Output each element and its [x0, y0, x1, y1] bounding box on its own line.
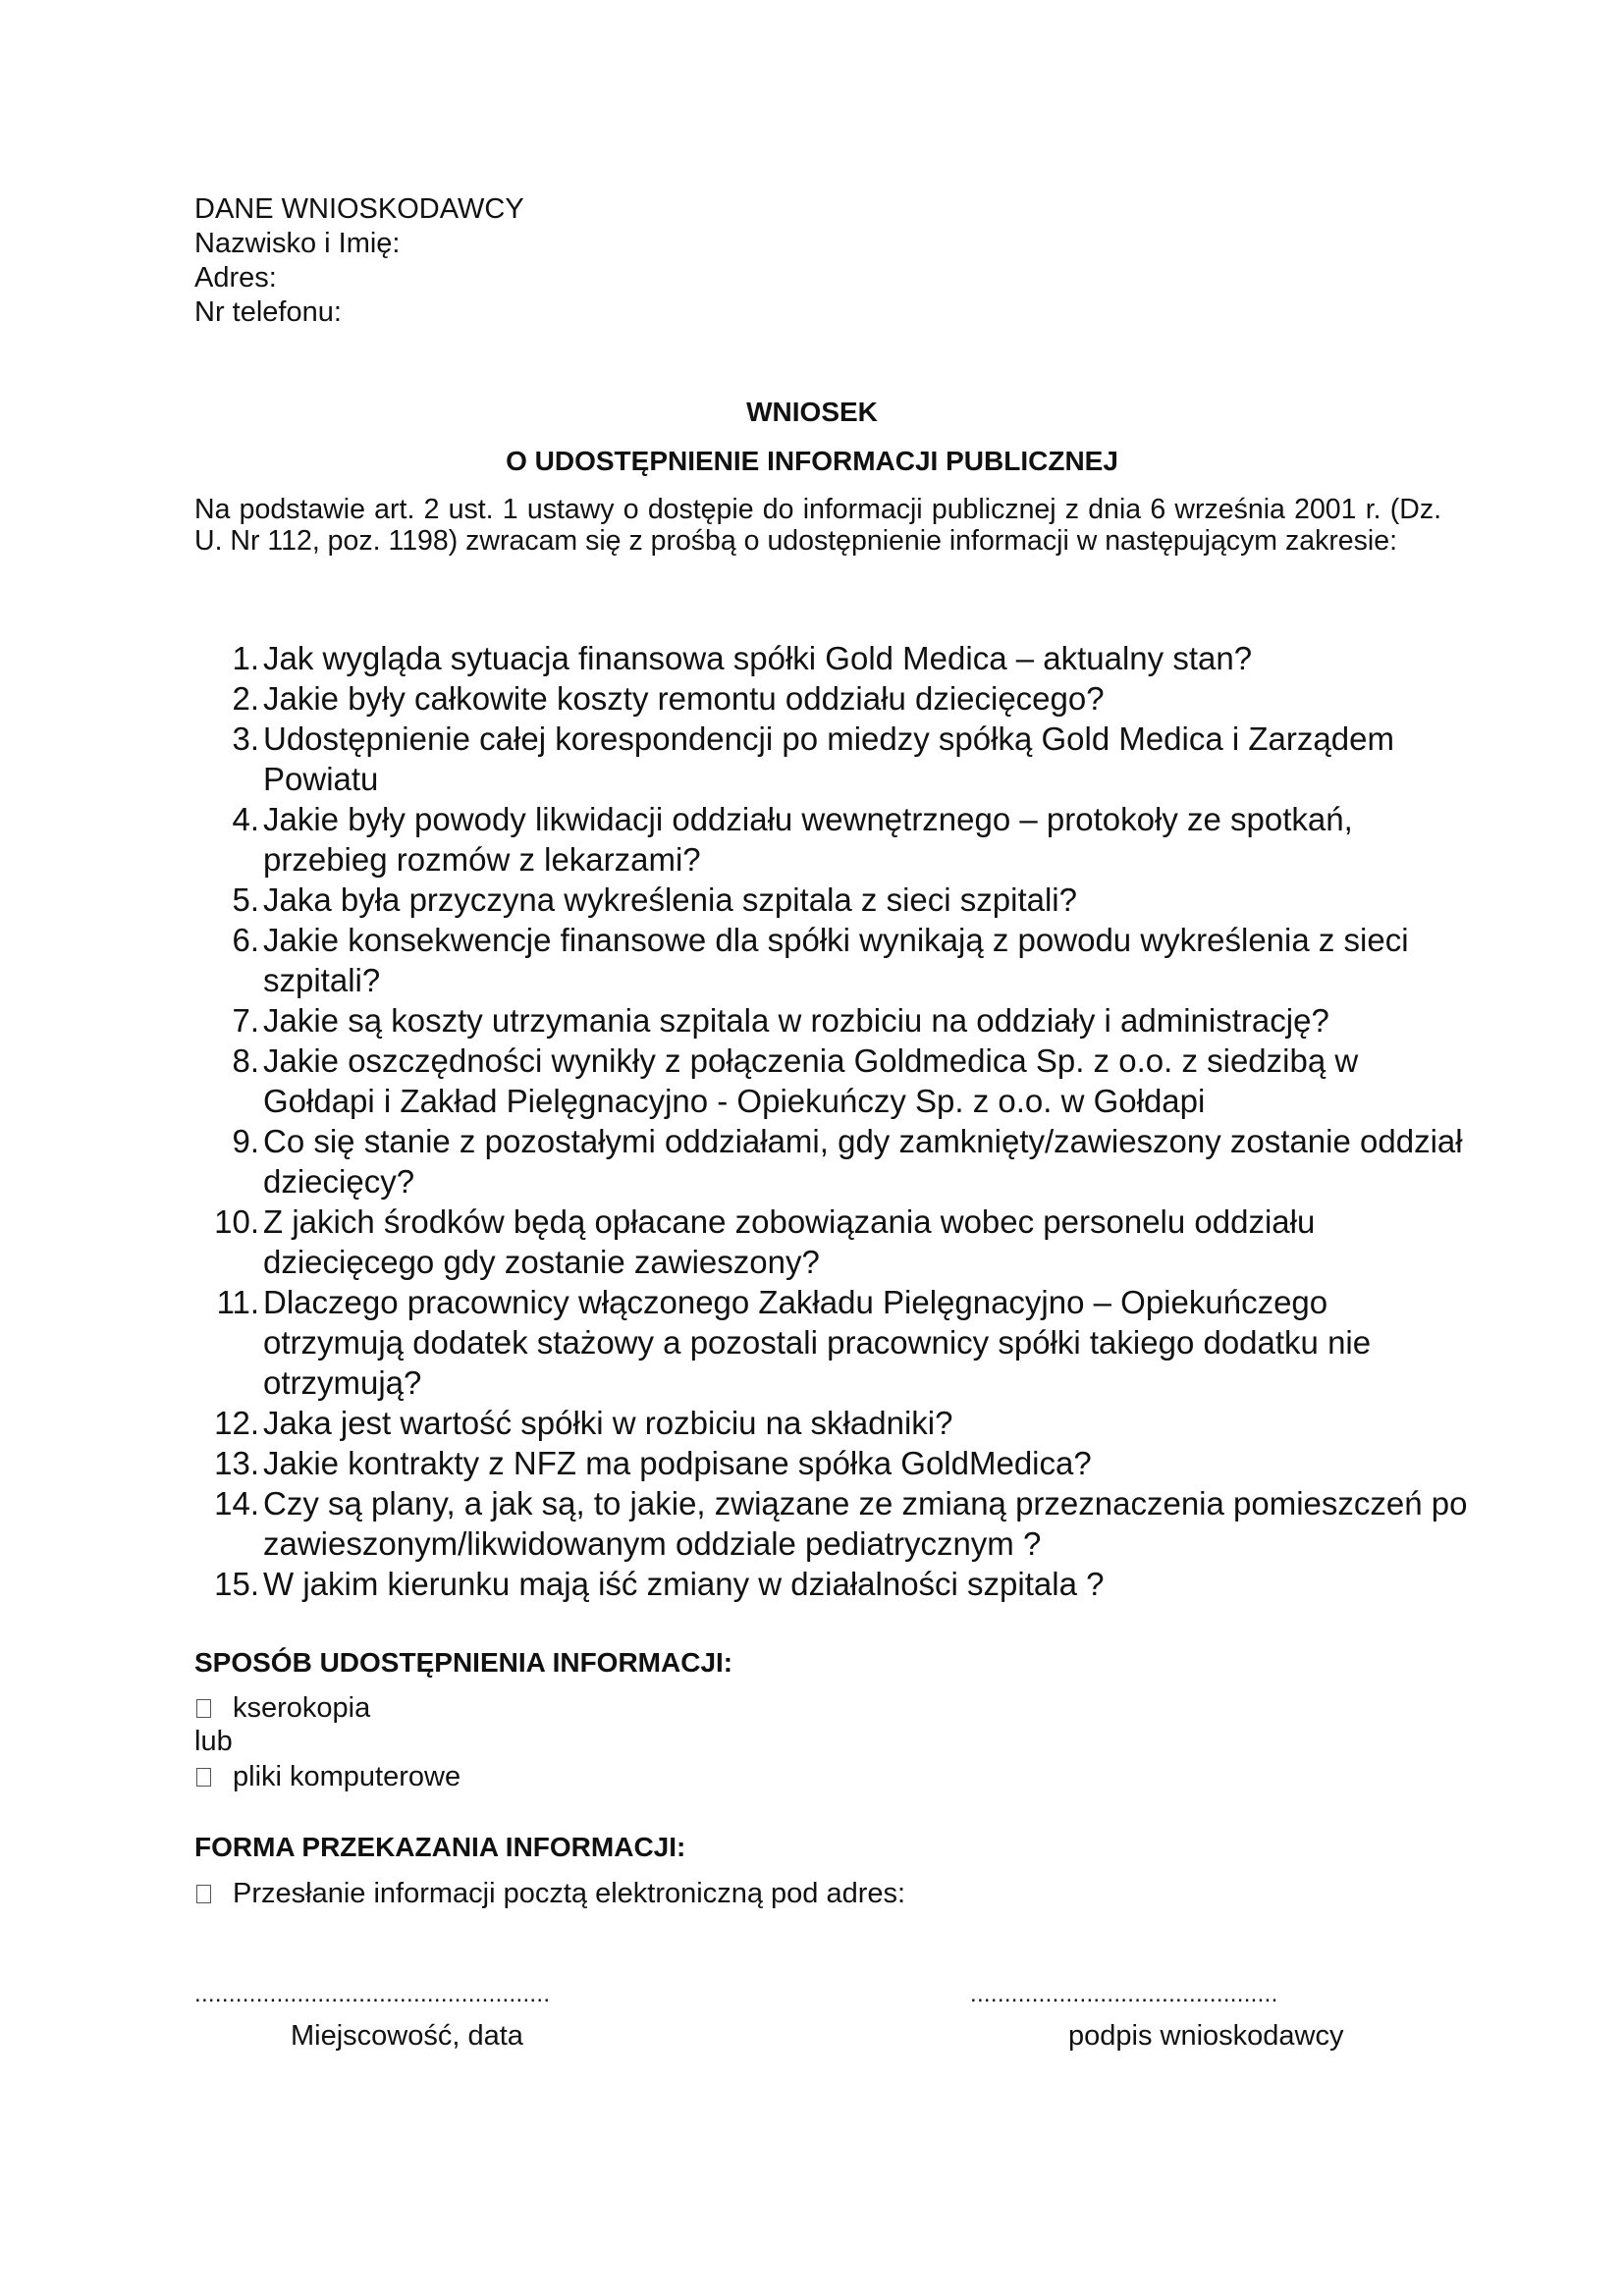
question-number: 14.	[214, 1485, 259, 1522]
question-number: 10.	[214, 1203, 259, 1240]
question-text: Jakie są koszty utrzymania szpitala w rozbiciu na oddziały i administrację?	[263, 1002, 1329, 1039]
question-number: 2.	[232, 680, 259, 717]
phone-label: Nr telefonu:	[194, 296, 342, 328]
question-text: Jakie były całkowite koszty remontu oddziału dziecięcego?	[263, 680, 1105, 717]
option-photocopy	[194, 1692, 370, 1725]
question-text: Jakie oszczędności wynikły z połączenia Goldmedica Sp. z o.o. z siedzibą w Gołdapi i Zakład Pielęgnacyjno - Opiekuńczy Sp. z o.o. w Gołdapi	[263, 1042, 1359, 1119]
question-number: 7.	[232, 1002, 259, 1039]
question-text: Jakie były powody likwidacji oddziału wewnętrznego – protokoły ze spotkań, przebieg rozmów z lekarzami?	[263, 801, 1353, 878]
question-item	[194, 880, 1471, 920]
signature-line: .............................................	[970, 1981, 1278, 2007]
question-number: 5.	[232, 881, 259, 918]
signature-label: podpis wnioskodawcy	[1068, 2020, 1344, 2052]
address-label: Adres:	[194, 262, 277, 294]
document-title: WNIOSEK	[746, 397, 878, 427]
question-text: Dlaczego pracownicy włączonego Zakładu Pielęgnacyjno – Opiekuńczego otrzymują dodatek stażowy a pozostali pracownicy spółki takiego dodatku nie otrzymują?	[263, 1284, 1372, 1401]
option-email	[194, 1878, 905, 1910]
question-item	[194, 1282, 1471, 1403]
question-number: 12.	[214, 1405, 259, 1441]
question-text: Jakie kontrakty z NFZ ma podpisane spółka GoldMedica?	[263, 1445, 1092, 1481]
question-text: Jaka jest wartość spółki w rozbiciu na składniki?	[263, 1405, 953, 1441]
place-date-label: Miejscowość, data	[291, 2020, 523, 2052]
question-item	[194, 1121, 1471, 1201]
question-item	[194, 638, 1471, 678]
place-date-line: ....................................................	[194, 1981, 551, 2007]
option-computer-files-label: pliki komputerowe	[233, 1761, 461, 1792]
question-item	[194, 920, 1471, 1000]
question-item	[194, 1564, 1471, 1604]
questions-list	[194, 638, 1471, 1604]
or-text	[194, 1726, 233, 1758]
question-number: 4.	[232, 801, 259, 837]
question-number: 1.	[232, 640, 259, 676]
question-text: Z jakich środków będą opłacane zobowiązania wobec personelu oddziału dziecięcego gdy zostanie zawieszony?	[263, 1203, 1316, 1280]
checkbox-email[interactable]	[196, 1885, 211, 1903]
question-number: 15.	[214, 1566, 259, 1602]
option-photocopy-label: kserokopia	[233, 1692, 371, 1724]
question-number: 8.	[232, 1042, 259, 1079]
question-number: 6.	[232, 922, 259, 958]
question-item	[194, 1201, 1471, 1282]
applicant-data	[194, 192, 524, 330]
question-text: Jaka była przyczyna wykreślenia szpitala z sieci szpitali?	[263, 881, 1077, 918]
question-item	[194, 1403, 1471, 1443]
question-item	[194, 1483, 1471, 1564]
intro-paragraph: Na podstawie art. 2 ust. 1 ustawy o dostępie do informacji publicznej z dnia 6 września 2001 r. (Dz. U. Nr 112, poz. 1198) zwracam się z prośbą o udostępnienie informacji w następującym zakresie:	[194, 494, 1441, 557]
checkbox-computer-files[interactable]	[196, 1768, 211, 1787]
access-method-heading: SPOSÓB UDOSTĘPNIENIA INFORMACJI:	[194, 1647, 733, 1678]
document-subtitle: O UDOSTĘPNIENIE INFORMACJI PUBLICZNEJ	[506, 446, 1118, 476]
question-item	[194, 1443, 1471, 1483]
question-item	[194, 799, 1471, 880]
question-text: Udostępnienie całej korespondencji po miedzy spółką Gold Medica i Zarządem Powiatu	[263, 721, 1394, 797]
question-number: 13.	[214, 1445, 259, 1481]
question-text: Co się stanie z pozostałymi oddziałami, gdy zamknięty/zawieszony zostanie oddział dziecięcy?	[263, 1123, 1463, 1200]
question-item	[194, 1000, 1471, 1041]
question-number: 11.	[216, 1284, 259, 1320]
question-item	[194, 1041, 1471, 1121]
checkbox-photocopy[interactable]	[196, 1699, 211, 1718]
question-text: Czy są plany, a jak są, to jakie, związane ze zmianą przeznaczenia pomieszczeń po zawieszonym/likwidowanym oddziale pediatrycznym ?	[263, 1485, 1468, 1562]
question-number: 9.	[232, 1123, 259, 1159]
question-item	[194, 678, 1471, 719]
question-item	[194, 719, 1471, 799]
question-text: W jakim kierunku mają iść zmiany w działalności szpitala ?	[263, 1566, 1105, 1602]
question-text: Jak wygląda sytuacja finansowa spółki Gold Medica – aktualny stan?	[263, 640, 1253, 676]
option-computer-files	[194, 1761, 460, 1793]
question-number: 3.	[232, 721, 259, 757]
question-text: Jakie konsekwencje finansowe dla spółki wynikają z powodu wykreślenia z sieci szpitali?	[263, 922, 1409, 998]
option-email-label: Przesłanie informacji pocztą elektroniczną pod adres:	[233, 1878, 906, 1909]
name-label: Nazwisko i Imię:	[194, 228, 401, 259]
or-label: lub	[194, 1726, 233, 1757]
applicant-heading: DANE WNIOSKODAWCY	[194, 193, 524, 225]
delivery-heading: FORMA PRZEKAZANIA INFORMACJI:	[194, 1832, 686, 1862]
